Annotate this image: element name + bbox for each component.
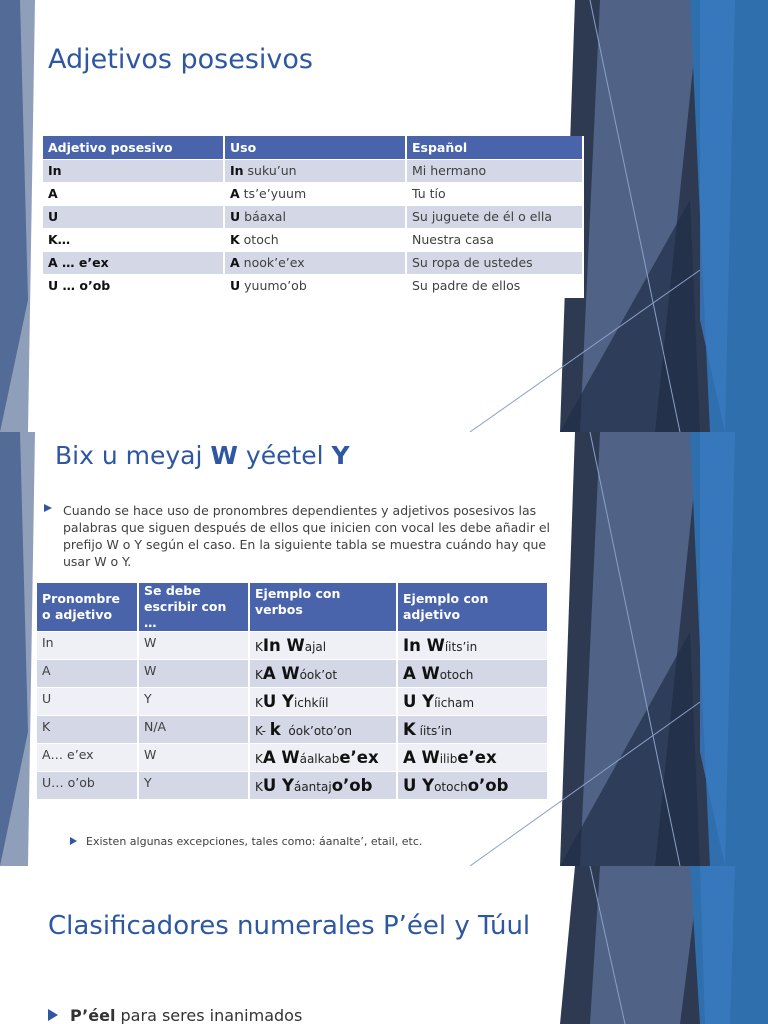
- uso-rest: otoch: [239, 232, 279, 247]
- cell-uso: [224, 228, 406, 251]
- cell-espanol: Nuestra casa: [406, 228, 583, 251]
- verbo-segment: ajal: [304, 640, 327, 654]
- slide-title: Clasificadores numerales P’éel y Túul: [48, 911, 531, 941]
- slide-title: [55, 436, 350, 476]
- title-text: Bix u meyaj: [55, 441, 211, 470]
- adjetivo-segment: U Y: [403, 692, 435, 711]
- note-bullet: [70, 833, 422, 850]
- cell-adjetivo: A: [43, 182, 224, 205]
- verbo-segment: U Y: [262, 692, 294, 711]
- bullet-icon: [70, 837, 77, 845]
- verbo-segment: K: [255, 696, 263, 710]
- bullet-paragraph: [44, 502, 574, 570]
- bullet-item: [48, 1006, 302, 1024]
- wy-table: [37, 583, 549, 800]
- cell-uso: [224, 274, 406, 297]
- verbo-segment: U Y: [262, 776, 294, 795]
- posesivos-table: [43, 136, 584, 298]
- table-header: Español: [406, 136, 583, 159]
- adjetivo-segment: U Y: [403, 776, 435, 795]
- verbo-segment: In W: [262, 636, 305, 655]
- table-row: [37, 632, 548, 660]
- cell-uso: [224, 205, 406, 228]
- table-header: Adjetivo posesivo: [43, 136, 224, 159]
- table-header: Pronombre o adjetivo: [37, 583, 138, 632]
- cell-ejemplo-adjetivo: [397, 660, 548, 688]
- table-row: [43, 251, 583, 274]
- adjetivo-segment: íits’in: [415, 724, 452, 738]
- verbo-segment: A W: [262, 748, 300, 767]
- table-header: Ejemplo con adjetivo: [397, 583, 548, 632]
- cell-prefijo: Y: [138, 688, 249, 716]
- cell-ejemplo-adjetivo: [397, 716, 548, 744]
- uso-rest: báaxal: [240, 209, 286, 224]
- cell-prefijo: W: [138, 632, 249, 660]
- uso-bold: A: [230, 255, 240, 270]
- slide-adjetivos-posesivos: [0, 0, 768, 432]
- verbo-segment: K: [255, 640, 263, 654]
- cell-adjetivo: A … e’ex: [43, 251, 224, 274]
- cell-adjetivo: U: [43, 205, 224, 228]
- cell-ejemplo-verbo: [249, 632, 397, 660]
- cell-pronombre: K: [37, 716, 138, 744]
- bullet-bold: P’éel: [70, 1006, 116, 1024]
- table-row: [43, 205, 583, 228]
- slide-bix-u-meyaj: [0, 432, 768, 866]
- uso-bold: U: [230, 209, 241, 224]
- cell-pronombre: U: [37, 688, 138, 716]
- bullet-icon: [44, 504, 52, 512]
- cell-ejemplo-verbo: [249, 716, 397, 744]
- uso-rest: ts’e’yuum: [239, 186, 307, 201]
- cell-uso: [224, 182, 406, 205]
- verbo-segment: óok’ot: [299, 668, 338, 682]
- adjetivo-segment: K: [403, 720, 416, 739]
- table-row: [37, 744, 548, 772]
- table-row: [37, 716, 548, 744]
- cell-espanol: Tu tío: [406, 182, 583, 205]
- table-header: Se debe escribir con …: [138, 583, 249, 632]
- title-text: yéetel: [237, 441, 332, 470]
- adjetivo-segment: otoch: [439, 668, 474, 682]
- table-row: [43, 274, 583, 297]
- cell-ejemplo-verbo: [249, 660, 397, 688]
- cell-pronombre: U… o’ob: [37, 772, 138, 800]
- cell-prefijo: W: [138, 660, 249, 688]
- adjetivo-segment: íits’in: [444, 640, 478, 654]
- cell-ejemplo-verbo: [249, 744, 397, 772]
- adjetivo-segment: A W: [403, 748, 440, 767]
- bullet-text: Cuando se hace uso de pronombres dependientes y adjetivos posesivos las palabras que siguen después de ellos que inicien con vocal les debe añadir el prefijo W o Y según el caso. En la siguiente tabla se muestra cuándo hay que usar W o Y.: [63, 503, 550, 569]
- adjetivo-segment: ilib: [439, 752, 458, 766]
- cell-ejemplo-adjetivo: [397, 772, 548, 800]
- cell-espanol: Mi hermano: [406, 159, 583, 182]
- bullet-rest: para seres inanimados: [115, 1006, 303, 1024]
- cell-pronombre: A: [37, 660, 138, 688]
- bullet-icon: [48, 1009, 58, 1021]
- cell-espanol: Su juguete de él o ella: [406, 205, 583, 228]
- table-row: [43, 182, 583, 205]
- adjetivo-segment: A W: [403, 664, 440, 683]
- cell-pronombre: A… e’ex: [37, 744, 138, 772]
- table-header: Uso: [224, 136, 406, 159]
- cell-ejemplo-adjetivo: [397, 632, 548, 660]
- cell-ejemplo-adjetivo: [397, 744, 548, 772]
- verbo-segment: óok’oto’on: [280, 724, 352, 738]
- cell-espanol: Su ropa de ustedes: [406, 251, 583, 274]
- uso-bold: K: [230, 232, 240, 247]
- cell-prefijo: Y: [138, 772, 249, 800]
- table-row: [37, 660, 548, 688]
- cell-espanol: Su padre de ellos: [406, 274, 583, 297]
- cell-ejemplo-verbo: [249, 688, 397, 716]
- verbo-segment: K: [255, 780, 263, 794]
- title-w: W: [210, 441, 238, 470]
- note-text: Existen algunas excepciones, tales como: áanalte’, etail, etc.: [86, 835, 423, 848]
- cell-adjetivo: K…: [43, 228, 224, 251]
- adjetivo-segment: o’ob: [467, 776, 509, 795]
- uso-rest: nook’e’ex: [239, 255, 305, 270]
- verbo-segment: e’ex: [339, 748, 379, 767]
- title-y: Y: [331, 441, 350, 470]
- verbo-segment: K-: [255, 724, 270, 738]
- verbo-segment: áantaj: [293, 780, 332, 794]
- verbo-segment: K: [255, 668, 263, 682]
- cell-prefijo: W: [138, 744, 249, 772]
- cell-adjetivo: In: [43, 159, 224, 182]
- cell-uso: [224, 251, 406, 274]
- adjetivo-segment: In W: [403, 636, 445, 655]
- verbo-segment: A W: [262, 664, 300, 683]
- verbo-segment: ichkíil: [293, 696, 329, 710]
- uso-bold: In: [230, 163, 244, 178]
- cell-ejemplo-verbo: [249, 772, 397, 800]
- verbo-segment: k: [269, 720, 281, 739]
- cell-adjetivo: U … o’ob: [43, 274, 224, 297]
- cell-uso: [224, 159, 406, 182]
- slide-title: Adjetivos posesivos: [48, 44, 313, 75]
- cell-ejemplo-adjetivo: [397, 688, 548, 716]
- uso-rest: yuumo’ob: [240, 278, 307, 293]
- adjetivo-segment: e’ex: [457, 748, 497, 767]
- verbo-segment: K: [255, 752, 263, 766]
- slide-clasificadores: [0, 866, 768, 1024]
- uso-bold: A: [230, 186, 240, 201]
- cell-pronombre: In: [37, 632, 138, 660]
- uso-rest: suku’un: [243, 163, 297, 178]
- table-row: [37, 688, 548, 716]
- cell-prefijo: N/A: [138, 716, 249, 744]
- table-row: [43, 159, 583, 182]
- table-row: [37, 772, 548, 800]
- verbo-segment: áalkab: [299, 752, 340, 766]
- table-header: Ejemplo con verbos: [249, 583, 397, 632]
- verbo-segment: o’ob: [331, 776, 373, 795]
- adjetivo-segment: íicham: [434, 696, 475, 710]
- adjetivo-segment: otoch: [434, 780, 468, 794]
- uso-bold: U: [230, 278, 241, 293]
- table-row: [43, 228, 583, 251]
